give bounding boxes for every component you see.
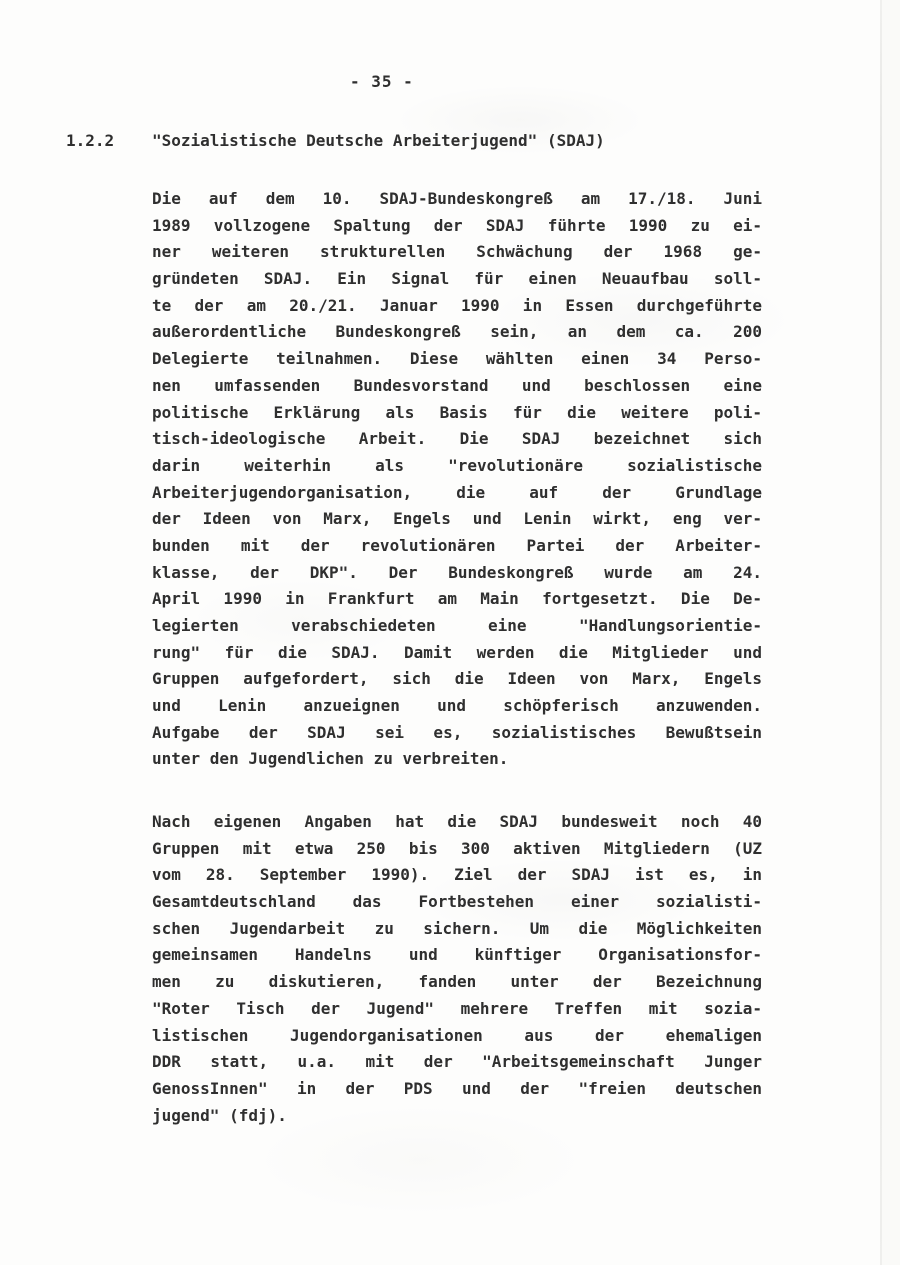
- section-title: "Sozialistische Deutsche Arbeiterjugend" (SDAJ): [152, 131, 605, 150]
- text-line: ner weiteren strukturellen Schwächung der 1968 ge-: [152, 242, 762, 262]
- text-line: und Lenin anzueignen und schöpferisch anzuwenden.: [152, 696, 762, 716]
- text-line: GenossInnen" in der PDS und der "freien deutschen: [152, 1078, 762, 1098]
- text-line: DDR statt, u.a. mit der "Arbeitsgemeinschaft Junger: [152, 1052, 762, 1072]
- section-number: 1.2.2: [66, 131, 115, 150]
- text-line: rung" für die SDAJ. Damit werden die Mitglieder und: [152, 642, 762, 662]
- text-line: Arbeiterjugendorganisation, die auf der Grundlage: [152, 482, 762, 502]
- text-line: gründeten SDAJ. Ein Signal für einen Neuaufbau soll-: [152, 269, 762, 289]
- text-line: listischen Jugendorganisationen aus der ehemaligen: [152, 1025, 762, 1045]
- text-line: politische Erklärung als Basis für die weitere poli-: [152, 402, 762, 422]
- text-line: klasse, der DKP". Der Bundeskongreß wurde am 24.: [152, 562, 762, 582]
- text-line: "Roter Tisch der Jugend" mehrere Treffen mit sozia-: [152, 998, 762, 1018]
- text-line: Aufgabe der SDAJ sei es, sozialistisches Bewußtsein: [152, 722, 762, 742]
- text-line: darin weiterhin als "revolutionäre sozialistische: [152, 455, 762, 475]
- text-line: Delegierte teilnahmen. Diese wählten einen 34 Perso-: [152, 349, 762, 369]
- scan-right-margin: [882, 0, 900, 1265]
- text-line: der Ideen von Marx, Engels und Lenin wirkt, eng ver-: [152, 509, 762, 529]
- text-line: nen umfassenden Bundesvorstand und beschlossen eine: [152, 375, 762, 395]
- text-line: Nach eigenen Angaben hat die SDAJ bundesweit noch 40: [152, 812, 762, 831]
- text-line: unter den Jugendlichen zu verbreiten.: [152, 749, 509, 769]
- scan-page-edge-line: [880, 0, 882, 1265]
- text-line: men zu diskutieren, fanden unter der Bezeichnung: [152, 972, 762, 992]
- text-line: außerordentliche Bundeskongreß sein, an dem ca. 200: [152, 322, 762, 342]
- text-line: schen Jugendarbeit zu sichern. Um die Möglichkeiten: [152, 918, 762, 938]
- text-line: vom 28. September 1990). Ziel der SDAJ ist es, in: [152, 865, 762, 885]
- text-line: jugend" (fdj).: [152, 1105, 287, 1125]
- text-line: Gesamtdeutschland das Fortbestehen einer sozialisti-: [152, 892, 762, 912]
- paragraph-2: [152, 809, 762, 1129]
- text-line: Die auf dem 10. SDAJ-Bundeskongreß am 17./18. Juni: [152, 189, 762, 208]
- text-line: gemeinsamen Handelns und künftiger Organisationsfor-: [152, 945, 762, 965]
- text-line: Gruppen aufgefordert, sich die Ideen von Marx, Engels: [152, 669, 762, 689]
- paragraph-1: [152, 186, 762, 773]
- text-line: Gruppen mit etwa 250 bis 300 aktiven Mitgliedern (UZ: [152, 838, 762, 858]
- text-line: legierten verabschiedeten eine "Handlungsorientie-: [152, 616, 762, 635]
- text-line: te der am 20./21. Januar 1990 in Essen durchgeführte: [152, 295, 762, 315]
- page-number: - 35 -: [350, 72, 414, 91]
- text-line: tisch-ideologische Arbeit. Die SDAJ bezeichnet sich: [152, 429, 762, 449]
- text-line: 1989 vollzogene Spaltung der SDAJ führte 1990 zu ei-: [152, 215, 762, 235]
- text-line: April 1990 in Frankfurt am Main fortgesetzt. Die De-: [152, 589, 762, 609]
- text-line: bunden mit der revolutionären Partei der Arbeiter-: [152, 535, 762, 555]
